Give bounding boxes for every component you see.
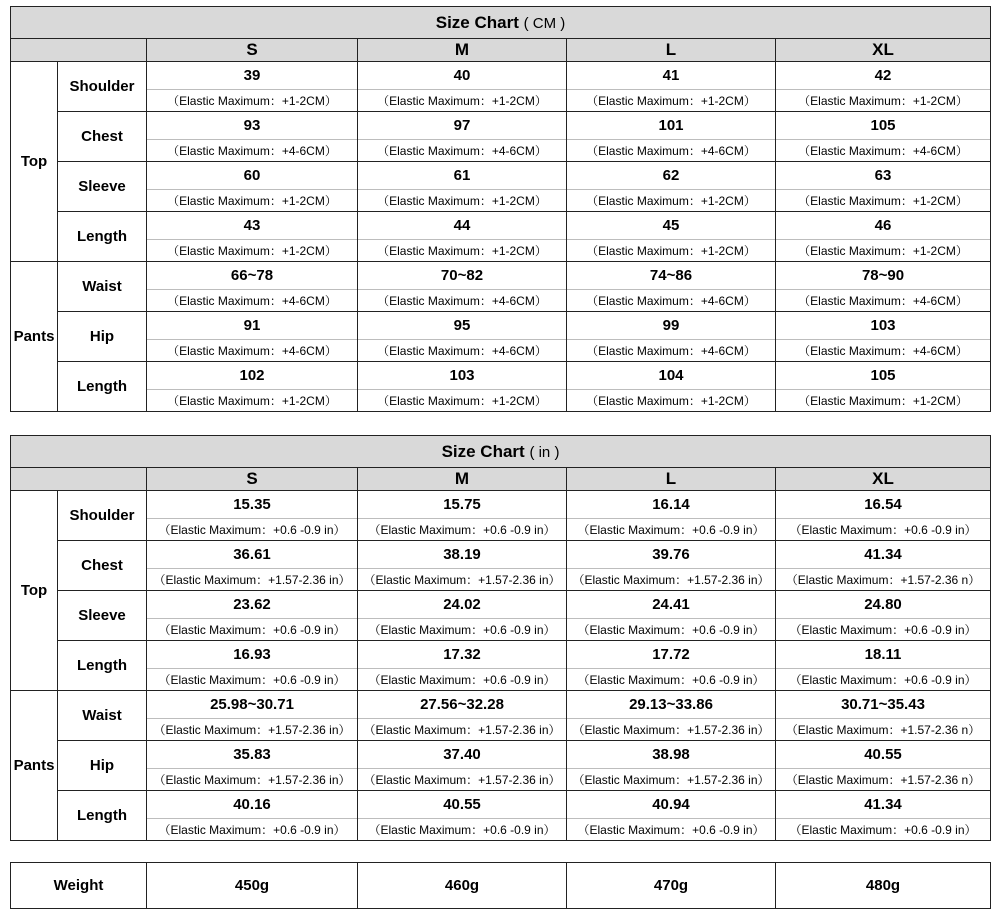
elastic-note: （Elastic Maximum：+4-6CM） — [147, 339, 358, 362]
measure-value: 37.40 — [358, 741, 567, 769]
elastic-note: （Elastic Maximum：+1.57-2.36 in） — [358, 718, 567, 741]
measure-value: 78~90 — [776, 262, 991, 290]
elastic-note: （Elastic Maximum：+4-6CM） — [147, 139, 358, 162]
note-row — [11, 139, 991, 162]
measure-value: 105 — [776, 362, 991, 390]
measure-value: 93 — [147, 112, 358, 140]
elastic-note: （Elastic Maximum：+4-6CM） — [567, 339, 776, 362]
header-blank — [11, 39, 147, 62]
elastic-note: （Elastic Maximum：+1-2CM） — [147, 239, 358, 262]
size-chart-in-body — [11, 436, 991, 841]
elastic-note: （Elastic Maximum：+0.6 -0.9 in） — [358, 618, 567, 641]
measure-label-shoulder: Shoulder — [58, 62, 147, 112]
elastic-note: （Elastic Maximum：+1-2CM） — [567, 389, 776, 412]
size-header-xl: XL — [776, 39, 991, 62]
weight-table — [10, 862, 991, 909]
note-row — [11, 718, 991, 741]
measure-value: 41.34 — [776, 791, 991, 819]
size-header-m: M — [358, 468, 567, 491]
note-row — [11, 618, 991, 641]
measure-value: 43 — [147, 212, 358, 240]
header-blank — [11, 468, 147, 491]
measure-value: 24.41 — [567, 591, 776, 619]
elastic-note: （Elastic Maximum：+1.57-2.36 in） — [358, 568, 567, 591]
measure-label-sleeve: Sleeve — [58, 591, 147, 641]
measure-value: 18.11 — [776, 641, 991, 669]
elastic-note: （Elastic Maximum：+1-2CM） — [776, 389, 991, 412]
measure-row — [11, 212, 991, 240]
elastic-note: （Elastic Maximum：+0.6 -0.9 in） — [776, 818, 991, 841]
elastic-note: （Elastic Maximum：+0.6 -0.9 in） — [358, 518, 567, 541]
measure-row — [11, 641, 991, 669]
elastic-note: （Elastic Maximum：+0.6 -0.9 in） — [358, 818, 567, 841]
elastic-note: （Elastic Maximum：+0.6 -0.9 in） — [567, 518, 776, 541]
measure-row — [11, 691, 991, 719]
measure-value: 16.93 — [147, 641, 358, 669]
elastic-note: （Elastic Maximum：+0.6 -0.9 in） — [776, 668, 991, 691]
measure-row — [11, 791, 991, 819]
elastic-note: （Elastic Maximum：+1-2CM） — [147, 389, 358, 412]
chart-title-unit: ( in ) — [529, 443, 560, 461]
elastic-note: （Elastic Maximum：+1.57-2.36 in） — [567, 568, 776, 591]
size-header-l: L — [567, 468, 776, 491]
group-label-pants: Pants — [11, 691, 58, 841]
chart-title-text: Size Chart — [441, 441, 525, 461]
elastic-note: （Elastic Maximum：+0.6 -0.9 in） — [358, 668, 567, 691]
measure-row — [11, 162, 991, 190]
size-chart-cm-body — [11, 7, 991, 412]
size-header-row — [11, 468, 991, 491]
measure-value: 38.98 — [567, 741, 776, 769]
elastic-note: （Elastic Maximum：+1-2CM） — [147, 189, 358, 212]
measure-label-shoulder: Shoulder — [58, 491, 147, 541]
elastic-note: （Elastic Maximum：+1-2CM） — [567, 89, 776, 112]
measure-value: 15.75 — [358, 491, 567, 519]
measure-row — [11, 541, 991, 569]
measure-value: 40.55 — [358, 791, 567, 819]
measure-value: 104 — [567, 362, 776, 390]
elastic-note: （Elastic Maximum：+1.57-2.36 in） — [358, 768, 567, 791]
elastic-note: （Elastic Maximum：+1-2CM） — [358, 189, 567, 212]
measure-value: 42 — [776, 62, 991, 90]
size-header-s: S — [147, 39, 358, 62]
measure-value: 102 — [147, 362, 358, 390]
measure-value: 99 — [567, 312, 776, 340]
measure-label-sleeve: Sleeve — [58, 162, 147, 212]
measure-value: 66~78 — [147, 262, 358, 290]
elastic-note: （Elastic Maximum：+1-2CM） — [567, 239, 776, 262]
measure-value: 25.98~30.71 — [147, 691, 358, 719]
elastic-note: （Elastic Maximum：+1-2CM） — [147, 89, 358, 112]
weight-value-xl: 480g — [776, 863, 991, 909]
measure-value: 39 — [147, 62, 358, 90]
measure-value: 46 — [776, 212, 991, 240]
measure-value: 40 — [358, 62, 567, 90]
measure-value: 16.54 — [776, 491, 991, 519]
elastic-note: （Elastic Maximum：+0.6 -0.9 in） — [567, 818, 776, 841]
elastic-note: （Elastic Maximum：+1.57-2.36 in） — [147, 568, 358, 591]
measure-value: 24.80 — [776, 591, 991, 619]
elastic-note: （Elastic Maximum：+1-2CM） — [776, 239, 991, 262]
elastic-note: （Elastic Maximum：+1.57-2.36 in） — [147, 718, 358, 741]
measure-value: 103 — [776, 312, 991, 340]
note-row — [11, 768, 991, 791]
title-row — [11, 436, 991, 468]
measure-row — [11, 591, 991, 619]
elastic-note: （Elastic Maximum：+0.6 -0.9 in） — [567, 668, 776, 691]
measure-value: 30.71~35.43 — [776, 691, 991, 719]
measure-label-waist: Waist — [58, 691, 147, 741]
measure-value: 24.02 — [358, 591, 567, 619]
note-row — [11, 239, 991, 262]
elastic-note: （Elastic Maximum：+0.6 -0.9 in） — [147, 818, 358, 841]
measure-value: 95 — [358, 312, 567, 340]
measure-row — [11, 491, 991, 519]
chart-title-unit: ( CM ) — [523, 14, 566, 32]
measure-value: 45 — [567, 212, 776, 240]
size-header-l: L — [567, 39, 776, 62]
elastic-note: （Elastic Maximum：+4-6CM） — [567, 289, 776, 312]
size-header-s: S — [147, 468, 358, 491]
elastic-note: （Elastic Maximum：+1.57-2.36 in） — [567, 768, 776, 791]
measure-value: 60 — [147, 162, 358, 190]
measure-value: 29.13~33.86 — [567, 691, 776, 719]
measure-value: 105 — [776, 112, 991, 140]
measure-value: 17.32 — [358, 641, 567, 669]
measure-value: 38.19 — [358, 541, 567, 569]
note-row — [11, 339, 991, 362]
weight-label: Weight — [11, 863, 147, 909]
measure-value: 41 — [567, 62, 776, 90]
chart-title — [11, 7, 991, 39]
elastic-note: （Elastic Maximum：+1.57-2.36 n） — [776, 568, 991, 591]
measure-value: 40.16 — [147, 791, 358, 819]
measure-value: 27.56~32.28 — [358, 691, 567, 719]
measure-value: 23.62 — [147, 591, 358, 619]
measure-value: 62 — [567, 162, 776, 190]
measure-value: 70~82 — [358, 262, 567, 290]
elastic-note: （Elastic Maximum：+1-2CM） — [358, 89, 567, 112]
elastic-note: （Elastic Maximum：+1.57-2.36 in） — [567, 718, 776, 741]
measure-value: 36.61 — [147, 541, 358, 569]
measure-value: 40.94 — [567, 791, 776, 819]
measure-row — [11, 262, 991, 290]
measure-value: 35.83 — [147, 741, 358, 769]
elastic-note: （Elastic Maximum：+1-2CM） — [358, 239, 567, 262]
group-label-top: Top — [11, 62, 58, 262]
elastic-note: （Elastic Maximum：+0.6 -0.9 in） — [776, 618, 991, 641]
measure-value: 16.14 — [567, 491, 776, 519]
weight-row — [11, 863, 991, 909]
measure-row — [11, 312, 991, 340]
measure-label-chest: Chest — [58, 112, 147, 162]
note-row — [11, 389, 991, 412]
measure-label-length: Length — [58, 641, 147, 691]
measure-row — [11, 741, 991, 769]
note-row — [11, 668, 991, 691]
measure-value: 61 — [358, 162, 567, 190]
measure-value: 39.76 — [567, 541, 776, 569]
elastic-note: （Elastic Maximum：+1-2CM） — [358, 389, 567, 412]
elastic-note: （Elastic Maximum：+1.57-2.36 n） — [776, 768, 991, 791]
measure-row — [11, 112, 991, 140]
elastic-note: （Elastic Maximum：+0.6 -0.9 in） — [567, 618, 776, 641]
elastic-note: （Elastic Maximum：+0.6 -0.9 in） — [147, 618, 358, 641]
elastic-note: （Elastic Maximum：+4-6CM） — [147, 289, 358, 312]
measure-label-hip: Hip — [58, 741, 147, 791]
elastic-note: （Elastic Maximum：+0.6 -0.9 in） — [776, 518, 991, 541]
size-header-row — [11, 39, 991, 62]
note-row — [11, 89, 991, 112]
size-header-m: M — [358, 39, 567, 62]
measure-value: 91 — [147, 312, 358, 340]
group-label-top: Top — [11, 491, 58, 691]
elastic-note: （Elastic Maximum：+1.57-2.36 n） — [776, 718, 991, 741]
elastic-note: （Elastic Maximum：+1.57-2.36 in） — [147, 768, 358, 791]
measure-label-length: Length — [58, 212, 147, 262]
weight-value-l: 470g — [567, 863, 776, 909]
weight-value-s: 450g — [147, 863, 358, 909]
measure-label-length: Length — [58, 791, 147, 841]
measure-value: 41.34 — [776, 541, 991, 569]
title-row — [11, 7, 991, 39]
note-row — [11, 518, 991, 541]
elastic-note: （Elastic Maximum：+0.6 -0.9 in） — [147, 668, 358, 691]
measure-value: 17.72 — [567, 641, 776, 669]
elastic-note: （Elastic Maximum：+4-6CM） — [358, 289, 567, 312]
measure-value: 97 — [358, 112, 567, 140]
measure-label-waist: Waist — [58, 262, 147, 312]
measure-value: 44 — [358, 212, 567, 240]
measure-value: 101 — [567, 112, 776, 140]
elastic-note: （Elastic Maximum：+4-6CM） — [776, 339, 991, 362]
measure-value: 63 — [776, 162, 991, 190]
elastic-note: （Elastic Maximum：+0.6 -0.9 in） — [147, 518, 358, 541]
elastic-note: （Elastic Maximum：+1-2CM） — [776, 89, 991, 112]
elastic-note: （Elastic Maximum：+4-6CM） — [776, 289, 991, 312]
measure-row — [11, 62, 991, 90]
size-header-xl: XL — [776, 468, 991, 491]
measure-label-chest: Chest — [58, 541, 147, 591]
measure-value: 40.55 — [776, 741, 991, 769]
elastic-note: （Elastic Maximum：+4-6CM） — [358, 339, 567, 362]
measure-value: 15.35 — [147, 491, 358, 519]
measure-value: 103 — [358, 362, 567, 390]
elastic-note: （Elastic Maximum：+4-6CM） — [776, 139, 991, 162]
measure-row — [11, 362, 991, 390]
measure-value: 74~86 — [567, 262, 776, 290]
note-row — [11, 289, 991, 312]
elastic-note: （Elastic Maximum：+1-2CM） — [567, 189, 776, 212]
measure-label-length: Length — [58, 362, 147, 412]
elastic-note: （Elastic Maximum：+4-6CM） — [567, 139, 776, 162]
size-chart-cm-table — [10, 6, 991, 412]
chart-title — [11, 436, 991, 468]
size-chart-in-table — [10, 435, 991, 841]
group-label-pants: Pants — [11, 262, 58, 412]
chart-title-text: Size Chart — [435, 12, 519, 32]
note-row — [11, 189, 991, 212]
note-row — [11, 568, 991, 591]
weight-value-m: 460g — [358, 863, 567, 909]
note-row — [11, 818, 991, 841]
elastic-note: （Elastic Maximum：+1-2CM） — [776, 189, 991, 212]
measure-label-hip: Hip — [58, 312, 147, 362]
elastic-note: （Elastic Maximum：+4-6CM） — [358, 139, 567, 162]
